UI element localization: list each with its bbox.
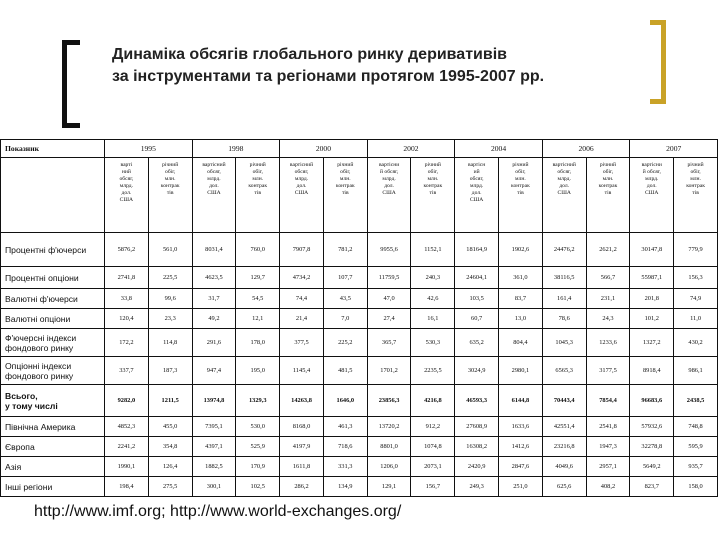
table-cell: 748,8 [674, 417, 718, 437]
table-row [1, 385, 718, 417]
table-cell: 55987,1 [630, 267, 674, 289]
table-cell: 170,9 [236, 457, 280, 477]
table-cell: 225,2 [323, 329, 367, 357]
table-cell: 2741,8 [105, 267, 149, 289]
table-cell: 83,7 [499, 289, 543, 309]
row-label: Північна Америка [1, 417, 105, 437]
table-cell: 129,1 [367, 477, 411, 497]
table-cell: 461,3 [323, 417, 367, 437]
table-cell: 635,2 [455, 329, 499, 357]
table-cell: 27608,9 [455, 417, 499, 437]
table-cell: 4197,9 [280, 437, 324, 457]
row-label: Інші регіони [1, 477, 105, 497]
table-cell: 1633,6 [499, 417, 543, 437]
table-cell: 935,7 [674, 457, 718, 477]
table-cell: 947,4 [192, 357, 236, 385]
table-cell: 33,8 [105, 289, 149, 309]
table-cell: 3177,5 [586, 357, 630, 385]
table-cell: 2420,9 [455, 457, 499, 477]
title-line-2: за інструментами та регіонами протягом 1995-2007 рр. [112, 68, 545, 85]
table-cell: 57932,6 [630, 417, 674, 437]
table-cell: 4397,1 [192, 437, 236, 457]
table-row [1, 329, 718, 357]
table-cell: 47,0 [367, 289, 411, 309]
right-bracket-decoration [650, 20, 666, 104]
table-cell: 291,6 [192, 329, 236, 357]
table-cell: 178,0 [236, 329, 280, 357]
table-cell: 7907,8 [280, 233, 324, 267]
table-row [1, 417, 718, 437]
table-cell: 21,4 [280, 309, 324, 329]
table-cell: 1327,2 [630, 329, 674, 357]
table-cell: 823,7 [630, 477, 674, 497]
column-subheader: вартісни й обсяг, млрд. дол. США [367, 158, 411, 233]
table-row [1, 233, 718, 267]
table-cell: 8801,0 [367, 437, 411, 457]
table-cell: 49,2 [192, 309, 236, 329]
table-row [1, 309, 718, 329]
table-cell: 120,4 [105, 309, 149, 329]
table-cell: 1646,0 [323, 385, 367, 417]
table-cell: 354,8 [148, 437, 192, 457]
table-cell: 1329,3 [236, 385, 280, 417]
table-cell: 595,9 [674, 437, 718, 457]
table-cell: 1145,4 [280, 357, 324, 385]
table-cell: 1611,8 [280, 457, 324, 477]
table-cell: 7854,4 [586, 385, 630, 417]
column-subheader: річний обіг, млн. контрак тів [323, 158, 367, 233]
column-subheader: річний обіг, млн. контрак тів [674, 158, 718, 233]
table-cell: 6565,3 [542, 357, 586, 385]
year-header: 2002 [367, 140, 455, 158]
source-link[interactable]: http://www.imf.org; http://www.world-exchanges.org/ [34, 503, 402, 520]
table-cell: 99,6 [148, 289, 192, 309]
header-indicator: Показник [1, 140, 105, 158]
table-cell: 561,0 [148, 233, 192, 267]
table-cell: 46593,3 [455, 385, 499, 417]
table-cell: 781,2 [323, 233, 367, 267]
table-cell: 7395,1 [192, 417, 236, 437]
table-cell: 24,3 [586, 309, 630, 329]
table-row [1, 289, 718, 309]
table-cell: 8168,0 [280, 417, 324, 437]
table-cell: 249,3 [455, 477, 499, 497]
year-header-row [1, 140, 718, 158]
row-label: Процентні ф'ючерси [1, 233, 105, 267]
table-cell: 96683,6 [630, 385, 674, 417]
table-cell: 2957,1 [586, 457, 630, 477]
table-cell: 1152,1 [411, 233, 455, 267]
table-cell: 2847,6 [499, 457, 543, 477]
table-cell: 54,5 [236, 289, 280, 309]
table-cell: 408,2 [586, 477, 630, 497]
table-cell: 161,4 [542, 289, 586, 309]
column-subheader: вартісний обсяг, млрд. дол. США [280, 158, 324, 233]
row-label: Ф'ючерсні індекси фондового ринку [1, 329, 105, 357]
table-cell: 74,9 [674, 289, 718, 309]
table-cell: 38116,5 [542, 267, 586, 289]
table-cell: 172,2 [105, 329, 149, 357]
table-cell: 60,7 [455, 309, 499, 329]
table-cell: 32278,8 [630, 437, 674, 457]
table-cell: 24476,2 [542, 233, 586, 267]
subheader-row [1, 158, 718, 233]
table-cell: 1947,3 [586, 437, 630, 457]
row-label: Азія [1, 457, 105, 477]
table-cell: 134,9 [323, 477, 367, 497]
table-cell: 9282,0 [105, 385, 149, 417]
table-cell: 2241,2 [105, 437, 149, 457]
table-cell: 31,7 [192, 289, 236, 309]
table-cell: 240,3 [411, 267, 455, 289]
table-cell: 30147,8 [630, 233, 674, 267]
table-cell: 13974,8 [192, 385, 236, 417]
table-cell: 1211,5 [148, 385, 192, 417]
table-cell: 1990,1 [105, 457, 149, 477]
table-cell: 43,5 [323, 289, 367, 309]
table-cell: 365,7 [367, 329, 411, 357]
table-cell: 18164,9 [455, 233, 499, 267]
subheader-empty [1, 158, 105, 233]
table-cell: 198,4 [105, 477, 149, 497]
derivatives-table [0, 139, 718, 497]
table-cell: 70443,4 [542, 385, 586, 417]
table-cell: 4852,3 [105, 417, 149, 437]
table-cell: 300,1 [192, 477, 236, 497]
table-row [1, 457, 718, 477]
table-cell: 4216,8 [411, 385, 455, 417]
table-cell: 530,0 [236, 417, 280, 437]
table-cell: 430,2 [674, 329, 718, 357]
table-cell: 377,5 [280, 329, 324, 357]
table-cell: 27,4 [367, 309, 411, 329]
table-cell: 4734,2 [280, 267, 324, 289]
table-cell: 23,3 [148, 309, 192, 329]
year-header: 1995 [105, 140, 193, 158]
table-cell: 4623,5 [192, 267, 236, 289]
table-cell: 1206,0 [367, 457, 411, 477]
table-cell: 779,9 [674, 233, 718, 267]
table-cell: 42,6 [411, 289, 455, 309]
table-body [1, 233, 718, 497]
table-cell: 1233,6 [586, 329, 630, 357]
table-cell: 16308,2 [455, 437, 499, 457]
column-subheader: річний обіг, млн. контрак тів [236, 158, 280, 233]
year-header: 2000 [280, 140, 368, 158]
table-cell: 13720,2 [367, 417, 411, 437]
table-cell: 7,0 [323, 309, 367, 329]
table-cell: 102,5 [236, 477, 280, 497]
table-cell: 2235,5 [411, 357, 455, 385]
table-cell: 530,3 [411, 329, 455, 357]
column-subheader: вартісний обсяг, млрд. дол. США [542, 158, 586, 233]
column-subheader: річний обіг, млн. контрак тів [411, 158, 455, 233]
table-cell: 129,7 [236, 267, 280, 289]
table-cell: 718,6 [323, 437, 367, 457]
table-cell: 8031,4 [192, 233, 236, 267]
table-row [1, 437, 718, 457]
row-label: Опціонні індекси фондового ринку [1, 357, 105, 385]
table-cell: 126,4 [148, 457, 192, 477]
table-cell: 16,1 [411, 309, 455, 329]
table-cell: 156,7 [411, 477, 455, 497]
table-cell: 231,1 [586, 289, 630, 309]
table-cell: 42551,4 [542, 417, 586, 437]
table-cell: 23216,8 [542, 437, 586, 457]
table-cell: 337,7 [105, 357, 149, 385]
column-subheader: річний обіг, млн. контрак тів [148, 158, 192, 233]
table-cell: 158,0 [674, 477, 718, 497]
title-line-1: Динаміка обсягів глобального ринку деривативів [112, 46, 507, 63]
slide-title [112, 44, 632, 88]
table-cell: 103,5 [455, 289, 499, 309]
table-cell: 74,4 [280, 289, 324, 309]
column-subheader: вартісн ий обсяг, млрд. дол. США [455, 158, 499, 233]
table-cell: 1882,5 [192, 457, 236, 477]
table-cell: 114,8 [148, 329, 192, 357]
table-cell: 625,6 [542, 477, 586, 497]
table-cell: 986,1 [674, 357, 718, 385]
table-cell: 455,0 [148, 417, 192, 437]
year-header: 2004 [455, 140, 543, 158]
table-cell: 804,4 [499, 329, 543, 357]
column-subheader: річний обіг, млн. контрак тів [499, 158, 543, 233]
table-cell: 6144,8 [499, 385, 543, 417]
table-cell: 1902,6 [499, 233, 543, 267]
table-cell: 225,5 [148, 267, 192, 289]
table-cell: 481,5 [323, 357, 367, 385]
table-cell: 566,7 [586, 267, 630, 289]
year-header: 2007 [630, 140, 718, 158]
table-cell: 12,1 [236, 309, 280, 329]
year-header: 2006 [542, 140, 630, 158]
table-cell: 2980,1 [499, 357, 543, 385]
table-cell: 195,0 [236, 357, 280, 385]
table-cell: 201,8 [630, 289, 674, 309]
table-cell: 8918,4 [630, 357, 674, 385]
table-cell: 1412,6 [499, 437, 543, 457]
left-bracket-decoration [62, 40, 80, 128]
table-cell: 2621,2 [586, 233, 630, 267]
table-row [1, 357, 718, 385]
table-cell: 107,7 [323, 267, 367, 289]
table-cell: 9955,6 [367, 233, 411, 267]
table-cell: 331,3 [323, 457, 367, 477]
column-subheader: варті ний обсяг, млрд. дол. США [105, 158, 149, 233]
table-cell: 525,9 [236, 437, 280, 457]
table-cell: 14263,8 [280, 385, 324, 417]
table-cell: 2438,5 [674, 385, 718, 417]
table-row [1, 267, 718, 289]
table-cell: 912,2 [411, 417, 455, 437]
table-cell: 11759,5 [367, 267, 411, 289]
table-cell: 286,2 [280, 477, 324, 497]
table-cell: 361,0 [499, 267, 543, 289]
table-cell: 1701,2 [367, 357, 411, 385]
table-cell: 251,0 [499, 477, 543, 497]
column-subheader: вартісни й обсяг, млрд. дол. США [630, 158, 674, 233]
table-cell: 11,0 [674, 309, 718, 329]
column-subheader: річний обіг, млн. контрак тів [586, 158, 630, 233]
table-cell: 101,2 [630, 309, 674, 329]
row-label: Валютні опціони [1, 309, 105, 329]
table-cell: 760,0 [236, 233, 280, 267]
row-label: Процентні опціони [1, 267, 105, 289]
table-cell: 24604,1 [455, 267, 499, 289]
year-header: 1998 [192, 140, 280, 158]
table-cell: 5649,2 [630, 457, 674, 477]
row-label: Європа [1, 437, 105, 457]
table-cell: 4049,6 [542, 457, 586, 477]
table-cell: 3024,9 [455, 357, 499, 385]
table-cell: 1074,8 [411, 437, 455, 457]
table-cell: 275,5 [148, 477, 192, 497]
row-label: Валютні ф'ючерси [1, 289, 105, 309]
table-cell: 78,6 [542, 309, 586, 329]
column-subheader: вартісний обсяг, млрд. дол. США [192, 158, 236, 233]
table-cell: 2073,1 [411, 457, 455, 477]
table-cell: 156,3 [674, 267, 718, 289]
table-cell: 2541,8 [586, 417, 630, 437]
table-row [1, 477, 718, 497]
table-cell: 1045,3 [542, 329, 586, 357]
table-cell: 187,3 [148, 357, 192, 385]
table-cell: 5876,2 [105, 233, 149, 267]
table-cell: 23856,3 [367, 385, 411, 417]
table-cell: 13,0 [499, 309, 543, 329]
row-label: Всього, у тому числі [1, 385, 105, 417]
